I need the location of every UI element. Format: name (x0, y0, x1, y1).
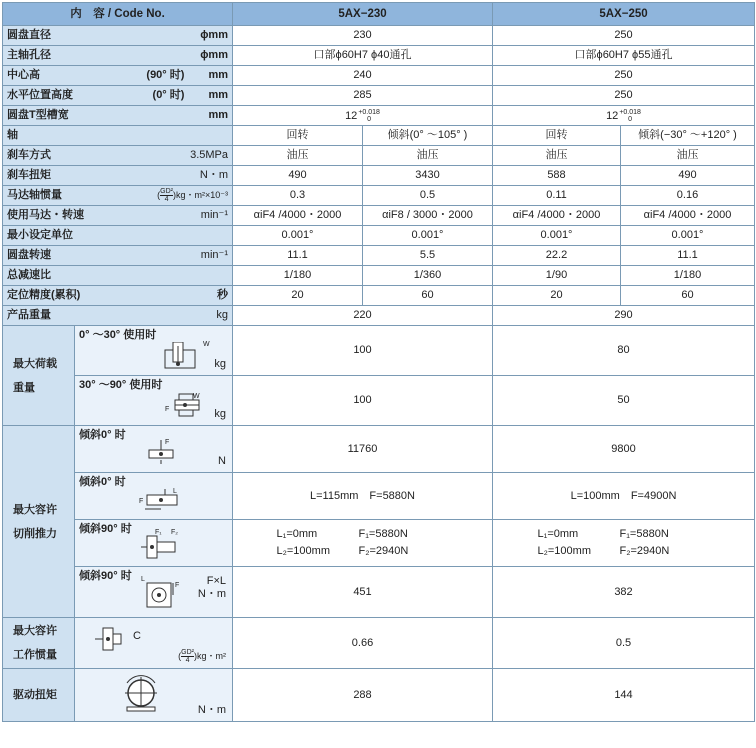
header-model-1: 5AX−230 (233, 3, 493, 26)
value-cell: L=100mm F=4900N (493, 473, 755, 520)
value-cell: αiF8 / 3000・2000 (363, 206, 493, 226)
value-cell: 382 (493, 567, 755, 618)
row-accuracy (3, 286, 755, 306)
value-cell: 回转 (493, 126, 621, 146)
row-label: 中心高 (7, 69, 40, 81)
value-cell: 288 (233, 669, 493, 722)
value-cell: 0.001° (621, 226, 755, 246)
row-max-cut-1 (3, 426, 755, 473)
value-cell: 5.5 (363, 246, 493, 266)
max-cut-tilt0-cell: 倾斜0° 时 F N (75, 426, 233, 473)
row-center-height (3, 66, 755, 86)
row-brake-torque (3, 166, 755, 186)
value-cell: 9800 (493, 426, 755, 473)
rotary-table-icon (121, 673, 161, 713)
value-cell: 80 (493, 326, 755, 376)
row-unit: ( $\frac{\text{GD²}}{4}$ )kg・m²×10⁻³ (157, 188, 228, 203)
table-load-icon (161, 342, 201, 370)
value-cell: 11.1 (621, 246, 755, 266)
moment-icon (145, 581, 177, 609)
row-label: 最小设定单位 (3, 226, 233, 246)
row-unit: ϕmm (200, 29, 228, 41)
value-cell: L₁=0mm F₁=5880N L₂=100mm F₂=2940N (493, 520, 755, 567)
value-cell: 0.3 (233, 186, 363, 206)
tilted-load-icon (171, 392, 207, 418)
row-unit: min⁻¹ (200, 209, 228, 221)
row-max-cut-3 (3, 520, 755, 567)
value-cell: 60 (363, 286, 493, 306)
header-row (3, 3, 755, 26)
value-cell: 588 (493, 166, 621, 186)
value-cell: αiF4 /4000・2000 (621, 206, 755, 226)
header-model-2: 5AX−250 (493, 3, 755, 26)
value-cell: 11760 (233, 426, 493, 473)
value-cell: 100 (233, 326, 493, 376)
value-cell: 50 (493, 376, 755, 426)
row-table-diameter (3, 26, 755, 46)
max-load-0-30-cell: 0° ～30° 使用时 W kg (75, 326, 233, 376)
value-cell: 11.1 (233, 246, 363, 266)
value-cell: 12 +0.018 0 (493, 106, 755, 126)
value-cell: 油压 (233, 146, 363, 166)
row-label: 水平位置高度 (7, 89, 73, 101)
row-unit: 3.5MPa (190, 149, 228, 161)
value-cell: 倾斜(0° ～105° ) (363, 126, 493, 146)
value-cell: 1/180 (621, 266, 755, 286)
value-cell: 250 (493, 66, 755, 86)
value-cell: 0.001° (363, 226, 493, 246)
axial-force-icon (147, 440, 177, 466)
row-max-cut-4 (3, 567, 755, 618)
drive-torque-cell: N・m (75, 669, 233, 722)
row-unit: kg (216, 309, 228, 321)
row-label: 马达轴惯量 (7, 189, 62, 201)
row-unit: 秒 (217, 289, 228, 301)
value-cell: 0.5 (363, 186, 493, 206)
row-label: 主轴孔径 (7, 49, 51, 61)
max-load-30-90-cell: 30° ～90° 使用时 F W kg (75, 376, 233, 426)
row-label: 定位精度(累积) (7, 289, 81, 301)
row-axis (3, 126, 755, 146)
value-cell: 490 (621, 166, 755, 186)
spec-table (2, 2, 755, 722)
max-cut-tilt90-moment-cell: 倾斜90° 时 L F F×L N・m (75, 567, 233, 618)
value-cell: αiF4 /4000・2000 (233, 206, 363, 226)
row-unit: mm (208, 69, 228, 81)
max-cut-group-label: 最大容许 切削推力 (3, 426, 75, 618)
row-label: 圆盘T型槽宽 (7, 109, 69, 121)
inertia-icon (95, 626, 131, 652)
value-cell: 290 (493, 306, 755, 326)
value-cell: 20 (493, 286, 621, 306)
row-max-cut-2 (3, 473, 755, 520)
row-label: 总减速比 (3, 266, 233, 286)
max-cut-tilt0-offset-cell: 倾斜0° 时 F L (75, 473, 233, 520)
row-table-speed (3, 246, 755, 266)
value-cell: 490 (233, 166, 363, 186)
value-cell: 3430 (363, 166, 493, 186)
value-cell: 油压 (363, 146, 493, 166)
value-cell: 口部ϕ60H7 ϕ55通孔 (493, 46, 755, 66)
value-cell: 285 (233, 86, 493, 106)
row-reduction-ratio (3, 266, 755, 286)
row-label: 圆盘转速 (7, 249, 51, 261)
value-cell: 油压 (493, 146, 621, 166)
row-unit: min⁻¹ (200, 249, 228, 261)
row-unit: mm (208, 109, 228, 121)
row-label: 使用马达・转速 (7, 209, 84, 221)
row-min-unit (3, 226, 755, 246)
value-cell: 60 (621, 286, 755, 306)
row-label: 圆盘直径 (7, 29, 51, 41)
row-max-inertia (3, 618, 755, 669)
value-cell: 250 (493, 26, 755, 46)
row-label: 刹车扭矩 (7, 169, 51, 181)
value-cell: 0.001° (493, 226, 621, 246)
value-cell: 油压 (621, 146, 755, 166)
value-cell: L₁=0mm F₁=5880N L₂=100mm F₂=2940N (233, 520, 493, 567)
value-cell: 144 (493, 669, 755, 722)
value-cell: 20 (233, 286, 363, 306)
max-cut-tilt90-cell: 倾斜90° 时 F₁ F₂ (75, 520, 233, 567)
value-cell: 口部ϕ60H7 ϕ40通孔 (233, 46, 493, 66)
value-cell: 22.2 (493, 246, 621, 266)
value-cell: 240 (233, 66, 493, 86)
value-cell: 倾斜(−30° ～+120° ) (621, 126, 755, 146)
row-max-load-2 (3, 376, 755, 426)
value-cell: 0.11 (493, 186, 621, 206)
row-label: 刹车方式 (7, 149, 51, 161)
row-spindle-bore (3, 46, 755, 66)
row-motor-inertia (3, 186, 755, 206)
value-cell: 451 (233, 567, 493, 618)
value-cell: 1/360 (363, 266, 493, 286)
value-cell: 12 +0.018 0 (233, 106, 493, 126)
max-inertia-cell: C ( $\frac{\text{GD²}}{4}$ )kg・m² (75, 618, 233, 669)
row-brake-method (3, 146, 755, 166)
max-load-group-label: 最大荷载 重量 (3, 326, 75, 426)
header-item: 内 容 / Code No. (3, 3, 233, 26)
row-unit: N・m (199, 169, 228, 181)
value-cell: 100 (233, 376, 493, 426)
value-cell: 220 (233, 306, 493, 326)
value-cell: 0.001° (233, 226, 363, 246)
row-tslot-width (3, 106, 755, 126)
row-unit: mm (208, 89, 228, 101)
row-condition: (90° 时) (146, 69, 185, 81)
row-weight (3, 306, 755, 326)
value-cell: L=115mm F=5880N (233, 473, 493, 520)
row-unit: ϕmm (200, 49, 228, 61)
row-label: 产品重量 (7, 309, 51, 321)
value-cell: 1/90 (493, 266, 621, 286)
value-cell: 250 (493, 86, 755, 106)
row-drive-torque (3, 669, 755, 722)
row-condition: (0° 时) (152, 89, 185, 101)
value-cell: 0.16 (621, 186, 755, 206)
value-cell: 1/180 (233, 266, 363, 286)
row-motor-speed (3, 206, 755, 226)
drive-torque-label: 驱动扭矩 (3, 669, 75, 722)
max-inertia-label: 最大容许 工作惯量 (3, 618, 75, 669)
row-label: 轴 (3, 126, 233, 146)
row-max-load-1 (3, 326, 755, 376)
value-cell: 0.66 (233, 618, 493, 669)
value-cell: 0.5 (493, 618, 755, 669)
value-cell: 230 (233, 26, 493, 46)
value-cell: 回转 (233, 126, 363, 146)
tilt90-force-icon (141, 534, 181, 560)
row-horizontal-height (3, 86, 755, 106)
value-cell: αiF4 /4000・2000 (493, 206, 621, 226)
